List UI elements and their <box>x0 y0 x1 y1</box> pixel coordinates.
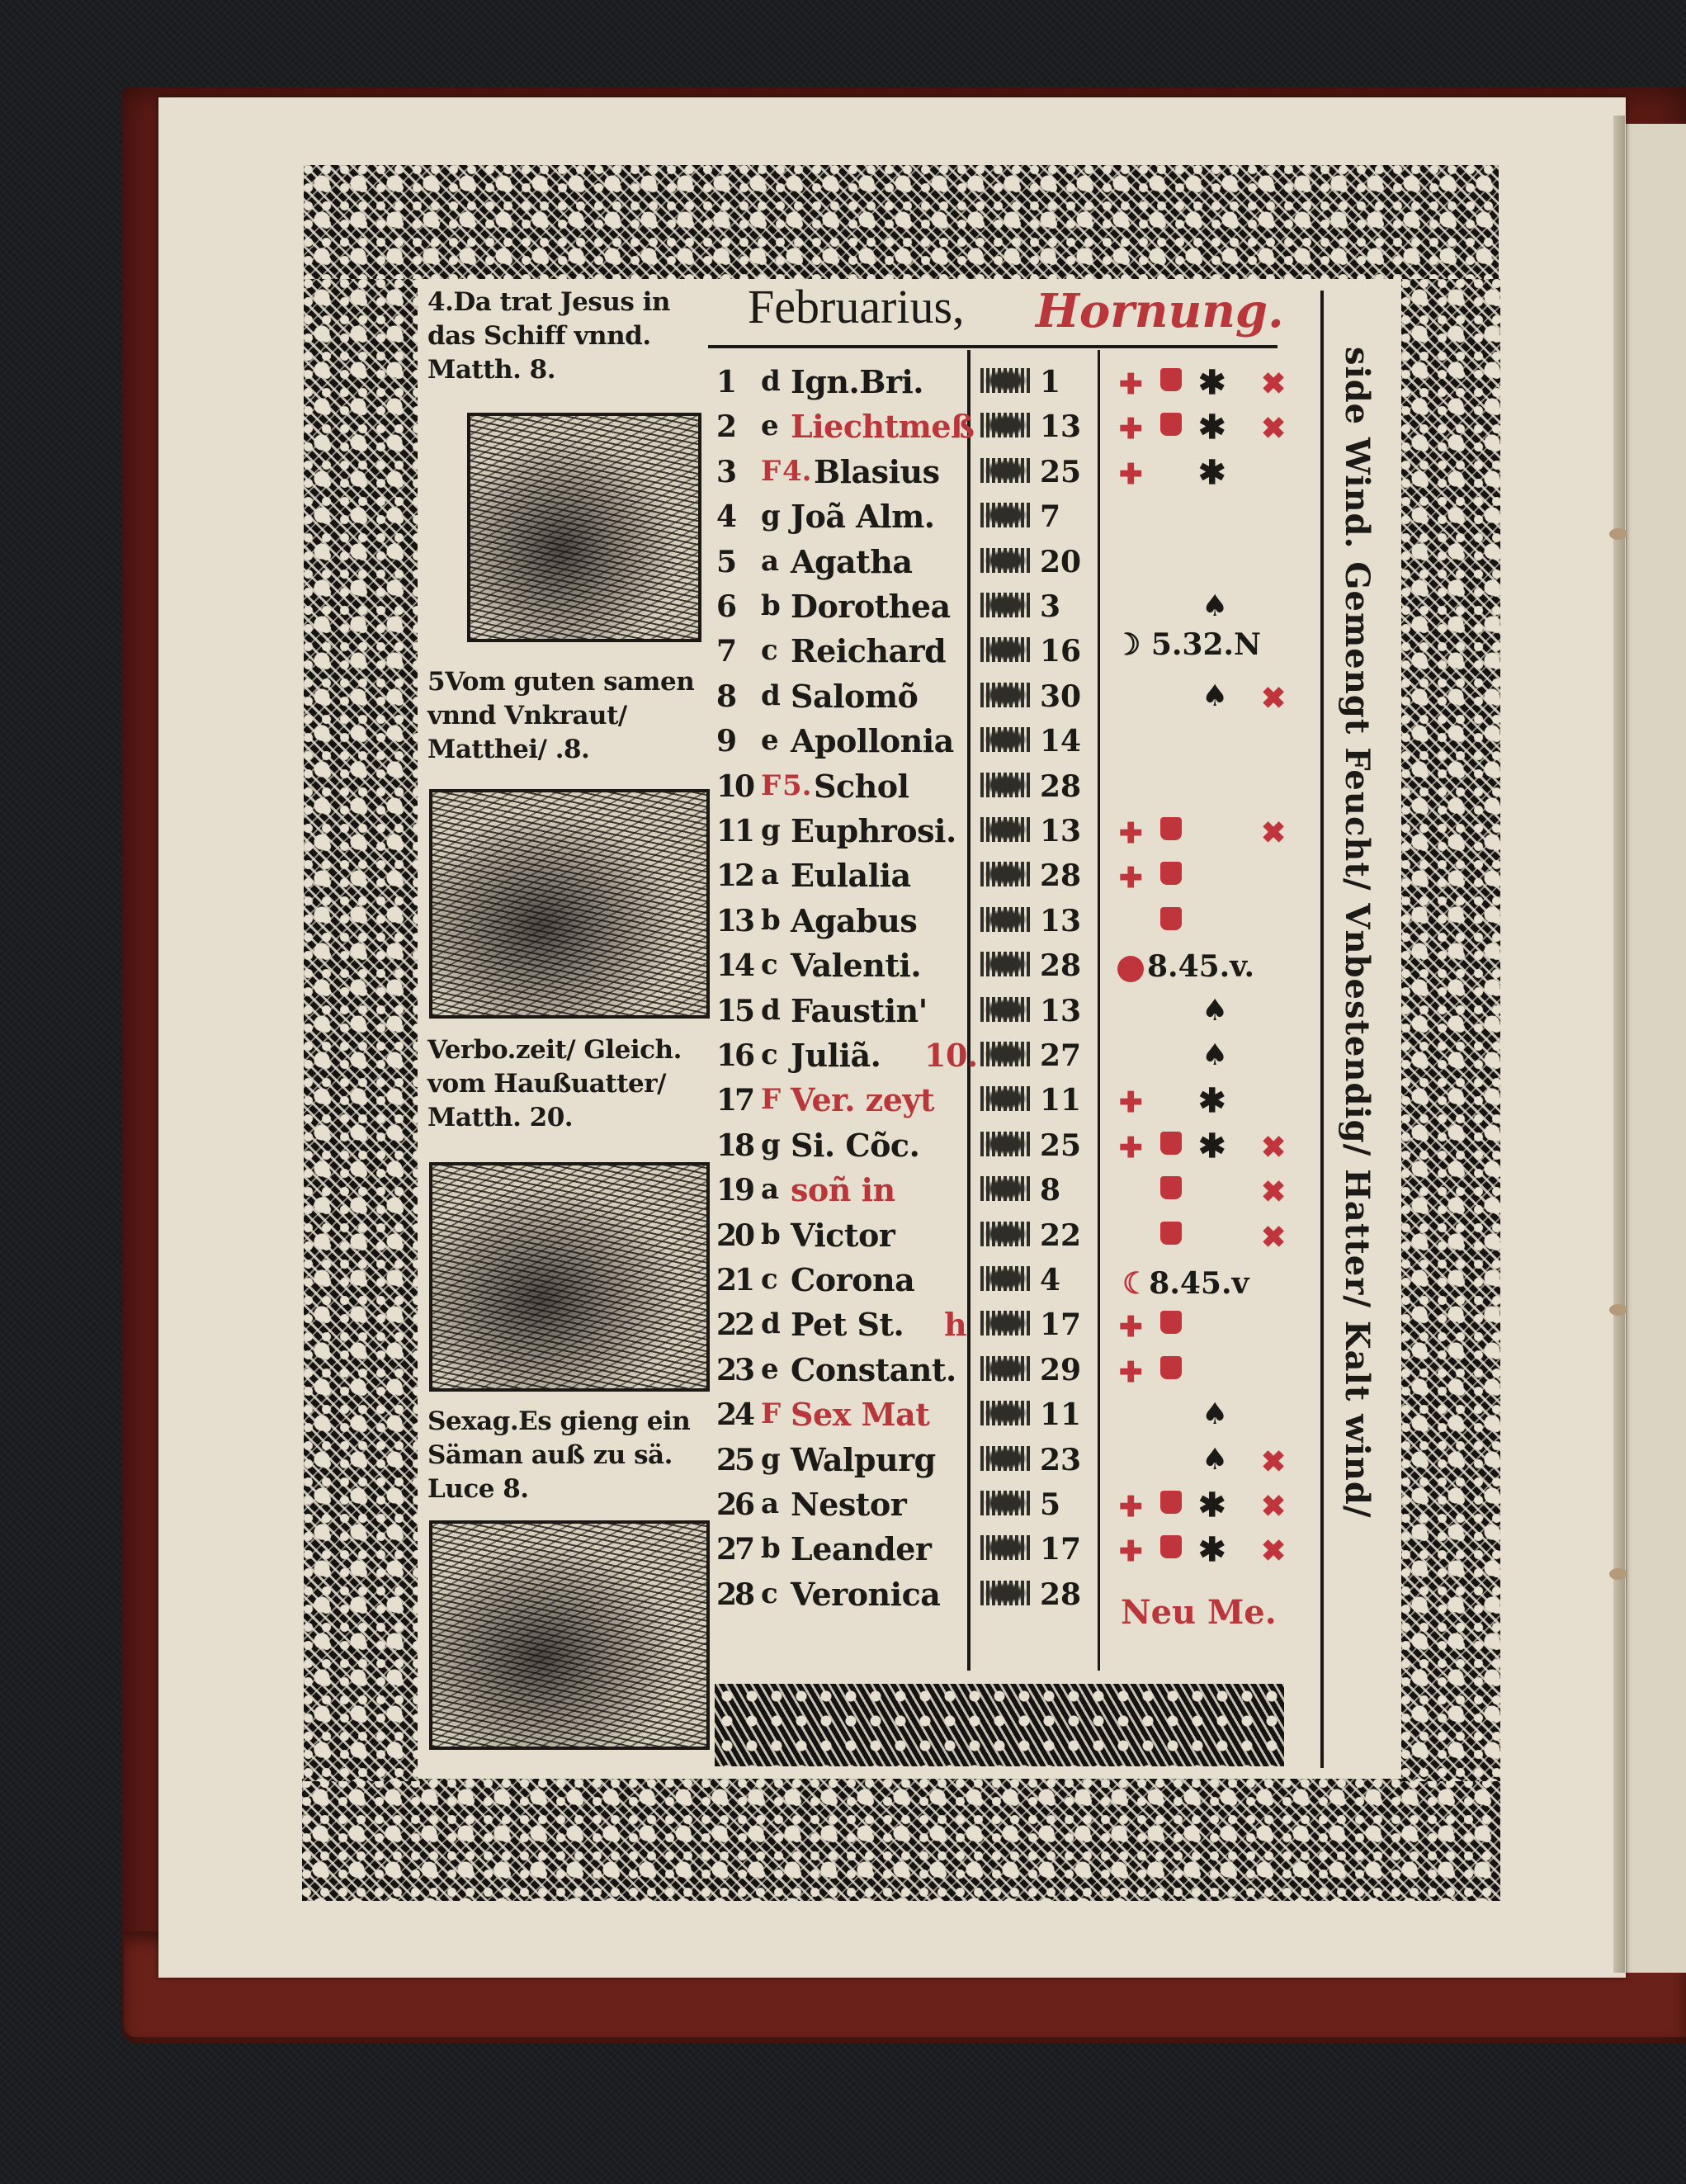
woodcut-boat <box>467 413 701 642</box>
saint-name: Valenti. <box>791 947 922 985</box>
aspect-signs <box>1119 897 1309 942</box>
aspect-signs <box>1119 807 1309 852</box>
zodiac-degree: 29 <box>1040 1352 1082 1387</box>
cross-sign-icon: ✚ <box>1119 1131 1143 1165</box>
zodiac-sign-icon <box>980 458 1032 483</box>
ornamental-border-left <box>304 279 418 1781</box>
zodiac-sign-icon <box>980 1401 1032 1425</box>
red-cross-sign-icon: ✖ <box>1261 1175 1287 1210</box>
saint-name: Reichard <box>791 632 947 670</box>
ornamental-border-bottom <box>302 1779 1500 1901</box>
cross-sign-icon: ✚ <box>1119 817 1143 850</box>
zodiac-degree: 13 <box>1040 814 1082 849</box>
day-number: 22 <box>716 1307 753 1343</box>
moon-last-quarter-time: 8.45.v <box>1149 1266 1249 1301</box>
day-number: 7 <box>716 634 738 669</box>
zodiac-sign-icon <box>980 1356 1032 1381</box>
zodiac-sign-icon <box>980 1581 1032 1605</box>
day-number: 26 <box>716 1487 753 1522</box>
zodiac-sign-icon <box>980 413 1032 437</box>
ornamental-border-right <box>1401 279 1500 1781</box>
zodiac-sign-icon <box>980 368 1032 393</box>
zodiac-degree: 27 <box>1040 1038 1082 1073</box>
dominical-letter: b <box>761 1217 781 1251</box>
weather-column <box>1330 347 1388 1527</box>
new-moon-label: Neu Me. <box>1121 1593 1277 1632</box>
dominical-letter: F <box>761 1397 782 1431</box>
day-number: 25 <box>716 1442 753 1477</box>
saint-name: Apollonia <box>791 722 954 760</box>
day-number: 19 <box>716 1173 753 1208</box>
star-sign-icon: ✱ <box>1198 1126 1226 1165</box>
saint-name: Victor <box>791 1216 895 1254</box>
woodcut-sower <box>429 1520 710 1750</box>
zodiac-degree: 20 <box>1040 544 1082 579</box>
cross-sign-icon: ✚ <box>1119 1086 1143 1120</box>
zodiac-sign-icon <box>980 1311 1032 1335</box>
binding-thread <box>1609 1304 1627 1316</box>
saint-name: soñ in <box>791 1171 895 1209</box>
saint-name: Si. Cõc. <box>791 1126 920 1164</box>
spade-sign-icon: ♠ <box>1202 993 1229 1028</box>
day-number: 6 <box>716 589 738 624</box>
zodiac-degree: 30 <box>1040 678 1082 714</box>
aspect-signs <box>1119 583 1309 627</box>
zodiac-sign-icon <box>980 1222 1032 1246</box>
saint-name: Euphrosi. <box>791 812 956 849</box>
zodiac-degree: 4 <box>1040 1263 1061 1298</box>
day-number: 5 <box>716 544 738 579</box>
dominical-letter: F <box>761 768 782 802</box>
zodiac-degree: 28 <box>1040 1577 1082 1612</box>
zodiac-degree: 7 <box>1040 499 1061 535</box>
aspect-signs <box>1119 358 1309 403</box>
gospel-reading-2: 5Vom guten samen vnnd Vnkraut/ Matthei/ .8. <box>427 667 695 764</box>
saint-name: Agatha <box>791 542 913 580</box>
dominical-letter: e <box>761 724 779 758</box>
dominical-letter: c <box>761 634 778 668</box>
cross-sign-icon: ✚ <box>1119 1355 1143 1389</box>
zodiac-degree: 11 <box>1040 1397 1082 1433</box>
aspect-signs <box>1119 1346 1309 1391</box>
day-number: 18 <box>716 1127 753 1163</box>
month-german: Hornung. <box>1036 284 1284 338</box>
saint-name: Nestor <box>791 1486 907 1523</box>
spade-sign-icon: ♠ <box>1202 1038 1229 1072</box>
gospel-reading-3: Verbo.zeit/ Gleich. vom Haußuatter/ Matth. 20. <box>427 1035 682 1132</box>
cross-sign-icon: ✚ <box>1119 457 1143 491</box>
dominical-letter: a <box>761 858 780 892</box>
dominical-letter: a <box>761 544 780 578</box>
aspect-blot-icon <box>1160 1535 1182 1558</box>
red-cross-sign-icon: ✖ <box>1261 680 1287 716</box>
aspect-blot-icon <box>1160 1356 1182 1379</box>
cross-sign-icon: ✚ <box>1119 413 1143 447</box>
zodiac-degree: 13 <box>1040 903 1082 938</box>
saint-name: Liechtmeß <box>791 408 975 446</box>
header-rule <box>708 345 1277 348</box>
calendar-row <box>716 717 1311 762</box>
red-cross-sign-icon: ✖ <box>1261 1219 1287 1255</box>
spade-sign-icon: ♠ <box>1202 678 1229 713</box>
cross-sign-icon: ✚ <box>1119 1311 1143 1345</box>
red-cross-sign-icon: ✖ <box>1261 815 1287 850</box>
day-number: 13 <box>716 903 753 938</box>
zodiac-sign-icon <box>980 952 1032 976</box>
dominical-letter: d <box>761 993 781 1027</box>
dominical-letter: c <box>761 1577 778 1610</box>
calendar-row <box>716 538 1311 583</box>
saint-name: Leander <box>791 1530 932 1568</box>
zodiac-sign-icon <box>980 593 1032 617</box>
dominical-letter: g <box>761 1127 781 1161</box>
aspect-blot-icon <box>1160 1222 1182 1245</box>
zodiac-degree: 25 <box>1040 1127 1082 1163</box>
feria-number: 4. <box>782 454 812 488</box>
zodiac-sign-icon <box>980 907 1032 932</box>
saint-name: Schol <box>814 767 909 805</box>
page-gutter <box>1613 116 1625 1973</box>
day-number: 17 <box>716 1083 753 1118</box>
day-number: 14 <box>716 948 753 984</box>
saint-note: 10. <box>924 1037 978 1074</box>
day-number: 21 <box>716 1263 753 1298</box>
red-cross-sign-icon: ✖ <box>1261 411 1287 447</box>
zodiac-sign-icon <box>980 1266 1032 1291</box>
ornamental-band <box>715 1684 1284 1766</box>
dominical-letter: g <box>761 499 781 533</box>
dominical-letter: b <box>761 589 781 622</box>
saint-note: h <box>944 1306 967 1344</box>
day-number: 9 <box>716 724 738 759</box>
aspect-signs <box>1119 1391 1309 1435</box>
zodiac-sign-icon <box>980 1132 1032 1156</box>
day-number: 28 <box>716 1577 753 1612</box>
saint-name: Salomõ <box>791 677 919 715</box>
aspect-signs <box>1119 987 1309 1032</box>
aspect-signs <box>1119 403 1309 447</box>
aspect-blot-icon <box>1160 862 1182 885</box>
zodiac-degree: 3 <box>1040 589 1061 624</box>
weather-text: side Wind. Gemengt Feucht/ Vnbestendig/ Hatter/ Kalt wind/ <box>1338 347 1377 1519</box>
day-number: 4 <box>716 499 738 535</box>
dominical-letter: g <box>761 1442 781 1476</box>
binding-thread <box>1609 1568 1627 1580</box>
aspect-blot-icon <box>1160 817 1182 840</box>
star-sign-icon: ✱ <box>1198 1081 1226 1121</box>
feria-number: 5. <box>782 768 812 802</box>
gospel-reading-1: 4.Da trat Jesus in das Schiff vnnd. Matth. 8. <box>427 287 670 385</box>
saint-name: Ver. zeyt <box>791 1081 935 1119</box>
red-cross-sign-icon: ✖ <box>1261 1489 1287 1524</box>
zodiac-sign-icon <box>980 503 1032 527</box>
spade-sign-icon: ♠ <box>1202 1397 1229 1432</box>
facing-page-edge <box>1624 124 1686 1973</box>
zodiac-degree: 23 <box>1040 1442 1082 1477</box>
saint-name: Pet St. <box>791 1306 904 1344</box>
saint-name: Joã Alm. <box>791 498 935 536</box>
aspect-signs <box>1119 1301 1309 1345</box>
dominical-letter: d <box>761 1307 781 1341</box>
gospel-reading-4: Sexag.Es gieng ein Säman auß zu sä. Luce 8. <box>427 1406 691 1504</box>
aspect-blot-icon <box>1160 1311 1182 1334</box>
day-number: 3 <box>716 454 738 489</box>
zodiac-degree: 11 <box>1040 1083 1082 1118</box>
cross-sign-icon: ✚ <box>1119 1535 1143 1569</box>
aspect-signs <box>1119 1076 1309 1121</box>
aspect-blot-icon <box>1160 1176 1182 1199</box>
dominical-letter: a <box>761 1173 780 1207</box>
aspect-signs <box>1119 448 1309 493</box>
saint-name: Constant. <box>791 1350 956 1388</box>
zodiac-sign-icon <box>980 683 1032 707</box>
spade-sign-icon: ♠ <box>1202 1442 1229 1477</box>
zodiac-sign-icon <box>980 1491 1032 1515</box>
aspect-signs <box>1119 1436 1309 1481</box>
zodiac-sign-icon <box>980 727 1032 752</box>
woodcut-householder <box>429 1162 710 1392</box>
aspect-blot-icon <box>1160 907 1182 930</box>
cross-sign-icon: ✚ <box>1119 1491 1143 1524</box>
saint-name: Ign.Bri. <box>791 363 924 400</box>
day-number: 16 <box>716 1038 753 1073</box>
zodiac-degree: 5 <box>1040 1487 1061 1522</box>
day-number: 12 <box>716 858 753 894</box>
aspect-signs <box>1119 852 1309 896</box>
day-number: 11 <box>716 814 753 849</box>
day-number: 2 <box>716 409 738 445</box>
zodiac-degree: 16 <box>1040 634 1082 669</box>
zodiac-degree: 14 <box>1040 724 1082 759</box>
zodiac-degree: 28 <box>1040 948 1082 984</box>
dominical-letter: e <box>761 1352 779 1386</box>
zodiac-degree: 28 <box>1040 858 1082 894</box>
red-cross-sign-icon: ✖ <box>1261 366 1287 401</box>
dominical-letter: b <box>761 903 781 937</box>
day-number: 8 <box>716 678 738 714</box>
zodiac-degree: 28 <box>1040 768 1082 804</box>
zodiac-sign-icon <box>980 1042 1032 1066</box>
saint-name: Juliã. <box>791 1037 881 1074</box>
aspect-signs <box>1119 673 1309 717</box>
zodiac-sign-icon <box>980 773 1032 797</box>
dominical-letter: b <box>761 1532 781 1566</box>
zodiac-sign-icon <box>980 817 1032 842</box>
binding-thread <box>1609 528 1627 540</box>
calendar-row <box>716 763 1311 807</box>
saint-name: Blasius <box>814 452 940 490</box>
zodiac-sign-icon <box>980 1446 1032 1471</box>
zodiac-degree: 22 <box>1040 1217 1082 1253</box>
star-sign-icon: ✱ <box>1198 1530 1226 1570</box>
zodiac-degree: 13 <box>1040 409 1082 445</box>
zodiac-sign-icon <box>980 637 1032 662</box>
star-sign-icon: ✱ <box>1198 452 1226 492</box>
zodiac-sign-icon <box>980 548 1032 573</box>
aspect-signs <box>1119 1525 1309 1570</box>
zodiac-degree: 17 <box>1040 1307 1082 1343</box>
saint-name: Dorothea <box>791 588 951 625</box>
day-number: 24 <box>716 1397 753 1433</box>
aspect-blot-icon <box>1160 368 1182 391</box>
cross-sign-icon: ✚ <box>1119 862 1143 896</box>
dominical-letter: a <box>761 1487 780 1520</box>
month-latin: Februarius, <box>748 280 965 333</box>
saint-name: Veronica <box>791 1575 941 1613</box>
day-number: 27 <box>716 1532 753 1567</box>
day-number: 23 <box>716 1352 753 1387</box>
aspect-signs <box>1119 1166 1309 1211</box>
saint-name: Agabus <box>791 901 918 939</box>
aspect-blot-icon <box>1160 413 1182 436</box>
dominical-letter: F <box>761 454 782 488</box>
red-cross-sign-icon: ✖ <box>1261 1129 1287 1165</box>
zodiac-degree: 25 <box>1040 454 1082 489</box>
column-divider <box>1320 291 1324 1768</box>
star-sign-icon: ✱ <box>1198 1486 1226 1525</box>
zodiac-sign-icon <box>980 862 1032 886</box>
moon-first-quarter-time: 5.32.N <box>1150 627 1261 662</box>
saint-name: Corona <box>791 1261 915 1298</box>
zodiac-sign-icon <box>980 1535 1032 1560</box>
day-number: 1 <box>716 365 738 399</box>
zodiac-sign-icon <box>980 997 1032 1022</box>
dominical-letter: d <box>761 365 781 398</box>
aspect-signs <box>1119 1122 1309 1166</box>
zodiac-sign-icon <box>980 1086 1032 1111</box>
aspect-signs <box>1119 1212 1309 1256</box>
saint-name: Faustin' <box>791 991 928 1029</box>
zodiac-sign-icon <box>980 1176 1032 1201</box>
woodcut-sower-field <box>429 789 710 1019</box>
dominical-letter: d <box>761 678 781 712</box>
full-moon-icon <box>1117 956 1144 982</box>
zodiac-degree: 1 <box>1040 365 1061 399</box>
aspect-blot-icon <box>1160 1491 1182 1514</box>
day-number: 20 <box>716 1217 753 1253</box>
cross-sign-icon: ✚ <box>1119 368 1143 401</box>
zodiac-degree: 8 <box>1040 1173 1061 1208</box>
red-cross-sign-icon: ✖ <box>1261 1534 1287 1569</box>
aspect-signs <box>1119 1032 1309 1076</box>
dominical-letter: g <box>761 814 781 847</box>
spade-sign-icon: ♠ <box>1202 589 1229 623</box>
saint-name: Sex Mat <box>791 1396 930 1434</box>
day-number: 10 <box>716 768 753 804</box>
ornamental-border-top <box>304 165 1499 279</box>
moon-first-quarter: ☽ 5.32.N <box>1114 627 1261 662</box>
aspect-blot-icon <box>1160 1132 1182 1155</box>
dominical-letter: c <box>761 1038 778 1071</box>
moon-full-time: 8.45.v. <box>1147 949 1255 984</box>
day-number: 15 <box>716 993 753 1028</box>
dominical-letter: c <box>761 948 778 982</box>
star-sign-icon: ✱ <box>1198 408 1226 447</box>
star-sign-icon: ✱ <box>1198 363 1226 402</box>
calendar-row <box>716 493 1311 537</box>
zodiac-degree: 17 <box>1040 1532 1082 1567</box>
saint-name: Eulalia <box>791 857 911 895</box>
red-cross-sign-icon: ✖ <box>1261 1444 1287 1479</box>
saint-name: Walpurg <box>791 1440 936 1478</box>
dominical-letter: c <box>761 1263 778 1296</box>
zodiac-degree: 13 <box>1040 993 1082 1028</box>
dominical-letter: F <box>761 1083 782 1117</box>
moon-last-quarter: ☾8.45.v <box>1122 1266 1249 1301</box>
dominical-letter: e <box>761 409 779 443</box>
aspect-signs <box>1119 1481 1309 1525</box>
